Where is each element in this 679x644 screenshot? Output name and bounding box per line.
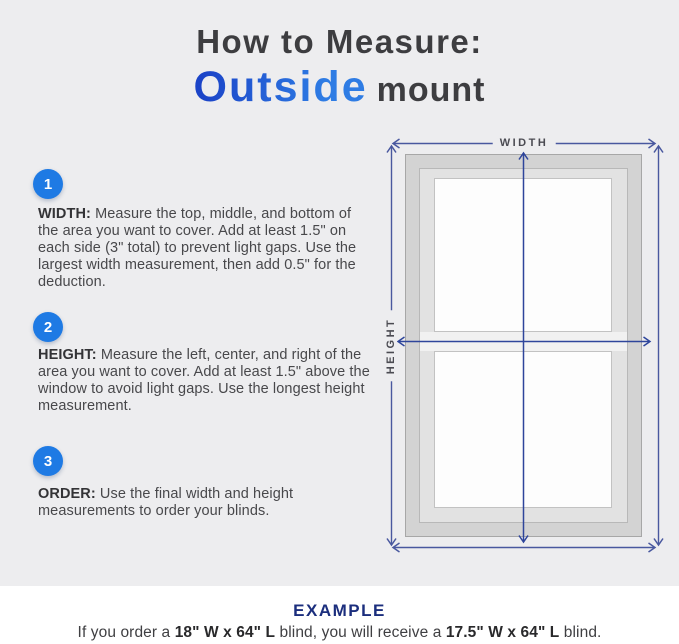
step-2-badge: 2 <box>33 312 63 342</box>
step-2-label: HEIGHT: <box>38 347 97 363</box>
step-3-badge: 3 <box>33 446 63 476</box>
width-dimension-label: WIDTH <box>493 137 556 149</box>
step-3-label: ORDER: <box>38 486 96 502</box>
step-3-body: Use the final width and height measurements to order your blinds. <box>38 486 294 519</box>
subtitle-highlight: Outside <box>193 62 368 111</box>
page-title: How to Measure: <box>196 23 483 60</box>
step-1-label: WIDTH: <box>38 206 91 222</box>
step-1-badge: 1 <box>33 169 63 199</box>
example-size-received: 17.5" W x 64" L <box>445 624 560 641</box>
step-1-body: Measure the top, middle, and bottom of the area you want to cover. Add at least 1.5" on each side (3" total) to prevent light gaps. Use the largest width measurement, then add 0.5" for the deduction. <box>38 206 357 290</box>
example-size-ordered: 18" W x 64" L <box>174 624 276 641</box>
step-2-body: Measure the left, center, and right of the area you want to cover. Add at least 1.5" above the window to avoid light gaps. Use the longest height measurement. <box>38 347 370 414</box>
example-suffix: blind. <box>559 624 602 641</box>
example-prefix: If you order a <box>77 624 175 641</box>
example-heading: EXAMPLE <box>293 601 386 620</box>
example-footer <box>0 586 679 644</box>
subtitle-suffix: mount <box>376 70 486 109</box>
example-text <box>0 624 679 642</box>
example-middle: blind, you will receive a <box>275 624 446 641</box>
height-dimension-label: HEIGHT <box>385 311 397 382</box>
